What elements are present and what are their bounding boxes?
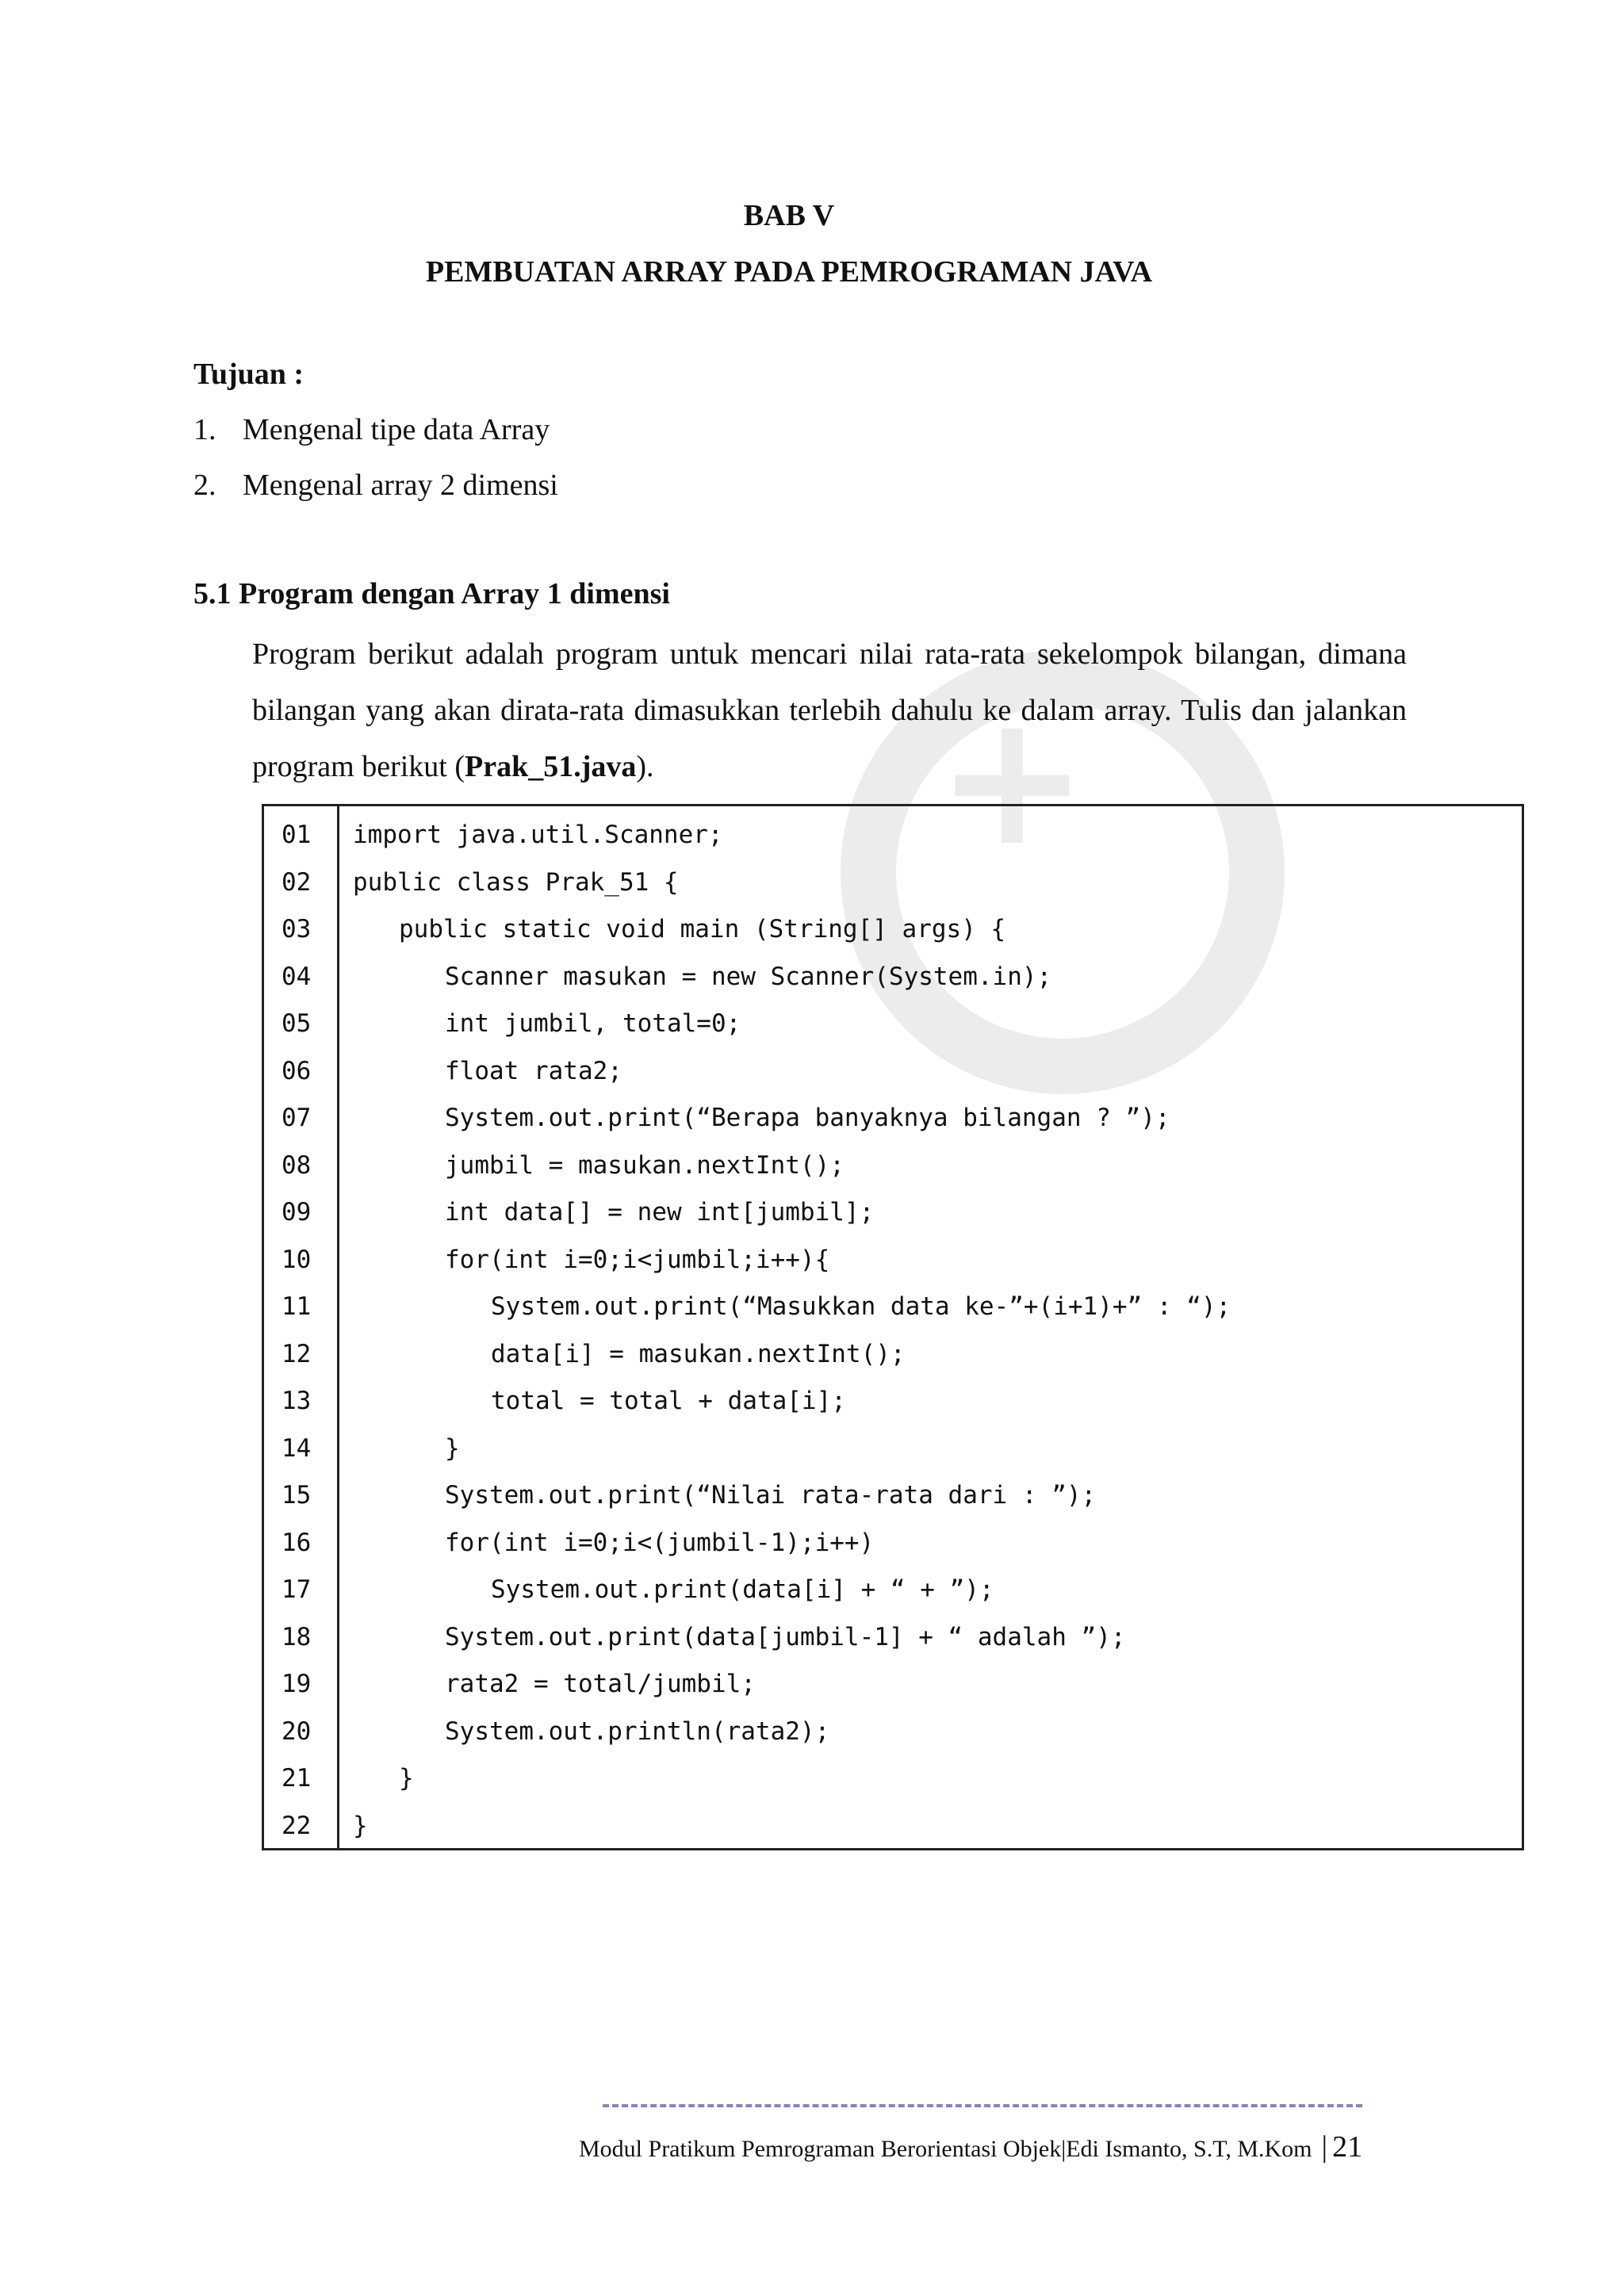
code-line — [264, 1188, 1522, 1236]
line-number: 20 — [282, 1716, 312, 1746]
line-number: 07 — [282, 1104, 312, 1132]
footer-separator: | — [1321, 2130, 1328, 2164]
line-number: 05 — [282, 1009, 312, 1038]
code-line — [264, 1708, 1522, 1755]
line-number: 14 — [282, 1433, 312, 1463]
line-number: 17 — [282, 1575, 312, 1604]
code-text: System.out.print(data[i] + “ + ”); — [491, 1575, 994, 1604]
line-number: 18 — [282, 1622, 312, 1651]
objective-text: Mengenal tipe data Array — [243, 413, 550, 446]
code-line — [264, 859, 1522, 906]
code-text: for(int i=0;i<(jumbil-1);i++) — [445, 1528, 875, 1557]
code-text: } — [353, 1811, 368, 1840]
code-line — [264, 1047, 1522, 1095]
code-line — [264, 1425, 1522, 1472]
code-text: System.out.println(rata2); — [445, 1716, 830, 1746]
code-text: } — [445, 1433, 460, 1463]
code-line — [264, 1000, 1522, 1047]
paragraph-end: ). — [636, 750, 654, 783]
code-text: int jumbil, total=0; — [445, 1009, 741, 1038]
chapter-number: BAB V — [743, 199, 835, 232]
code-text: float rata2; — [445, 1056, 622, 1085]
code-listing — [262, 804, 1524, 1850]
code-line — [264, 1755, 1522, 1802]
line-number: 02 — [282, 867, 312, 897]
section-title: 5.1 Program dengan Array 1 dimensi — [193, 577, 670, 610]
line-number: 15 — [282, 1481, 312, 1510]
code-text: Scanner masukan = new Scanner(System.in); — [445, 962, 1052, 991]
code-line — [264, 1802, 1522, 1850]
line-number: 21 — [282, 1764, 312, 1793]
line-number: 19 — [282, 1670, 312, 1698]
code-text: public class Prak_51 { — [353, 867, 679, 897]
objective-number: 2. — [193, 469, 216, 502]
code-text: for(int i=0;i<jumbil;i++){ — [445, 1245, 830, 1274]
line-number: 11 — [282, 1292, 312, 1321]
code-line — [264, 905, 1522, 953]
line-number: 09 — [282, 1198, 312, 1226]
watermark-cross: + — [936, 675, 1089, 886]
code-text: System.out.print(“Nilai rata-rata dari : ”); — [445, 1481, 1097, 1510]
code-text: total = total + data[i]; — [491, 1387, 846, 1415]
footer-divider — [603, 2104, 1362, 2107]
code-text: System.out.print(“Berapa banyaknya bilangan ? ”); — [445, 1104, 1170, 1132]
paragraph-text: Program berikut adalah program untuk mencari nilai rata-rata sekelompok bilangan, dimana bilangan yang akan dirata-rata dimasukkan terlebih dahulu ke dalam array. Tulis dan jalankan program berikut ( — [252, 637, 1407, 783]
line-number: 06 — [282, 1056, 312, 1085]
code-line — [264, 1330, 1522, 1378]
code-line — [264, 1566, 1522, 1613]
line-number: 08 — [282, 1150, 312, 1180]
code-line — [264, 1471, 1522, 1519]
code-text: data[i] = masukan.nextInt(); — [491, 1339, 906, 1368]
code-line — [264, 1283, 1522, 1330]
code-text: public static void main (String[] args) { — [399, 915, 1006, 943]
line-number: 10 — [282, 1245, 312, 1274]
code-text: System.out.print(data[jumbil-1] + “ adalah ”); — [445, 1622, 1126, 1651]
line-number: 13 — [282, 1387, 312, 1415]
code-text: } — [399, 1764, 414, 1793]
line-number: 03 — [282, 915, 312, 943]
code-line — [264, 1660, 1522, 1708]
objective-number: 1. — [193, 413, 216, 446]
code-text: int data[] = new int[jumbil]; — [445, 1198, 875, 1226]
code-line — [264, 953, 1522, 1001]
objective-item — [193, 412, 550, 447]
code-line — [264, 1613, 1522, 1661]
objective-item — [193, 468, 558, 503]
line-number: 12 — [282, 1339, 312, 1368]
footer-text: Modul Pratikum Pemrograman Berorientasi Objek|Edi Ismanto, S.T, M.Kom — [579, 2136, 1312, 2162]
code-line — [264, 1519, 1522, 1567]
code-line — [264, 1142, 1522, 1189]
code-text: import java.util.Scanner; — [353, 821, 723, 849]
page-number: 21 — [1332, 2130, 1363, 2164]
objectives-heading: Tujuan : — [193, 358, 304, 391]
code-text: jumbil = masukan.nextInt(); — [445, 1150, 845, 1180]
line-number: 04 — [282, 962, 312, 991]
code-text: rata2 = total/jumbil; — [445, 1670, 756, 1698]
line-number: 22 — [282, 1811, 312, 1840]
footer — [579, 2130, 1362, 2164]
section-paragraph — [252, 626, 1407, 795]
code-text: System.out.print(“Masukkan data ke-”+(i+1)+” : “); — [491, 1292, 1231, 1321]
code-line — [264, 1377, 1522, 1425]
code-line — [264, 1094, 1522, 1142]
line-number: 01 — [282, 821, 312, 849]
code-line — [264, 811, 1522, 859]
code-line — [264, 1236, 1522, 1284]
program-filename: Prak_51.java — [465, 750, 637, 783]
line-number: 16 — [282, 1528, 312, 1557]
objective-text: Mengenal array 2 dimensi — [243, 469, 558, 502]
chapter-title: PEMBUATAN ARRAY PADA PEMROGRAMAN JAVA — [425, 255, 1153, 289]
